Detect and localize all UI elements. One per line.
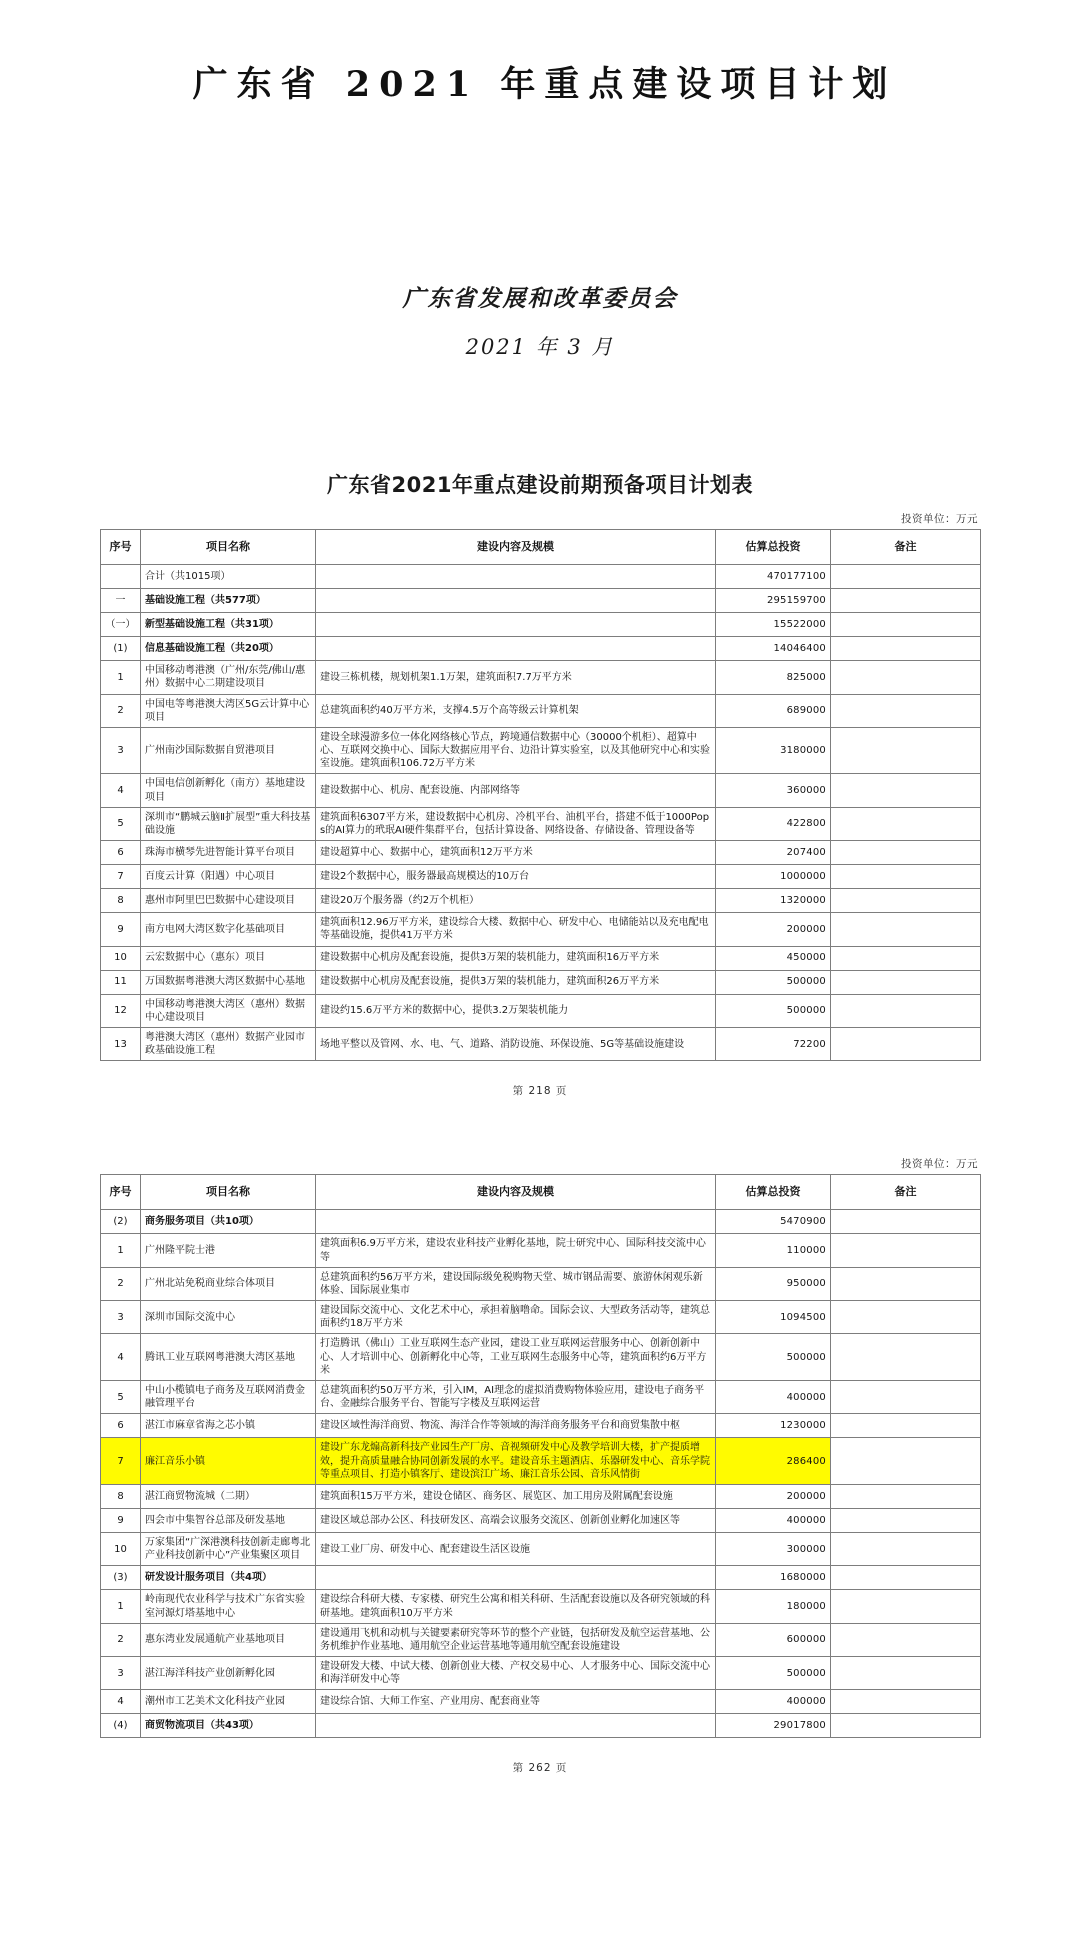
cell-desc xyxy=(316,589,716,613)
cell-remark xyxy=(831,1508,981,1532)
table-row xyxy=(101,1714,981,1738)
cell-remark xyxy=(831,1484,981,1508)
cell-desc: 建设区域性海洋商贸、物流、海洋合作等领域的海洋商务服务平台和商贸集散中枢 xyxy=(316,1414,716,1438)
cell-investment: 3180000 xyxy=(716,727,831,774)
column-header-no: 序号 xyxy=(101,530,141,565)
cell-desc: 建设约15.6万平方米的数据中心，提供3.2万架装机能力 xyxy=(316,994,716,1027)
cell-investment: 1230000 xyxy=(716,1414,831,1438)
column-header-rem: 备注 xyxy=(831,1175,981,1210)
table-row xyxy=(101,970,981,994)
cell-investment: 500000 xyxy=(716,994,831,1027)
cell-investment: 400000 xyxy=(716,1381,831,1414)
cell-investment: 360000 xyxy=(716,774,831,807)
sheet-one-table-body xyxy=(101,565,981,1061)
table-row xyxy=(101,774,981,807)
cell-no: 4 xyxy=(101,1334,141,1381)
cell-remark xyxy=(831,589,981,613)
cell-name: 新型基础设施工程（共31项） xyxy=(141,613,316,637)
column-header-desc: 建设内容及规模 xyxy=(316,1175,716,1210)
sheet-one-table-head xyxy=(101,530,981,565)
cell-name: 中国移动粤港澳大湾区（惠州）数据中心建设项目 xyxy=(141,994,316,1027)
table-row xyxy=(101,1381,981,1414)
column-header-rem: 备注 xyxy=(831,530,981,565)
cell-desc: 建设通用飞机和动机与关键要素研究等环节的整个产业链，包括研发及航空运营基地、公务机维护作业基地、通用航空企业运营基地等通用航空配套设施建设 xyxy=(316,1623,716,1656)
table-row xyxy=(101,1301,981,1334)
cell-desc xyxy=(316,565,716,589)
cell-no: 10 xyxy=(101,1532,141,1565)
cell-desc: 建筑面积15万平方米，建设仓储区、商务区、展览区、加工用房及附属配套设施 xyxy=(316,1484,716,1508)
sheet-one xyxy=(100,361,980,1098)
cell-no: 9 xyxy=(101,1508,141,1532)
cell-investment: 200000 xyxy=(716,1484,831,1508)
cell-no: 8 xyxy=(101,1484,141,1508)
cell-desc: 建设2个数据中心，服务器最高规模达的10万台 xyxy=(316,865,716,889)
cell-name: 湛江商贸物流城（二期） xyxy=(141,1484,316,1508)
cell-investment: 207400 xyxy=(716,841,831,865)
issuing-agency: 广东省发展和改革委员会 xyxy=(402,285,678,313)
cell-remark xyxy=(831,613,981,637)
cell-desc: 建设三栋机楼，规划机架1.1万架，建筑面积7.7万平方米 xyxy=(316,661,716,694)
cell-investment: 286400 xyxy=(716,1438,831,1485)
cell-desc: 建筑面积6307平方米，建设数据中心机房、冷机平台、油机平台，搭建不低于1000Pops的AI算力的玳珉AI硬件集群平台，包括计算设备、网络设备、存储设备、管理设备等 xyxy=(316,807,716,840)
cell-investment: 689000 xyxy=(716,694,831,727)
cell-desc xyxy=(316,637,716,661)
cell-no: 3 xyxy=(101,727,141,774)
cell-name: 中山小榄镇电子商务及互联网消费金融管理平台 xyxy=(141,1381,316,1414)
cell-investment: 950000 xyxy=(716,1267,831,1300)
cell-desc: 建筑面积12.96万平方米，建设综合大楼、数据中心、研发中心、电储能站以及充电配电等基础设施，提供41万平方米 xyxy=(316,913,716,946)
cell-no: 5 xyxy=(101,807,141,840)
sheet-two-page-number: 第 262 页 xyxy=(512,1762,568,1775)
table-row xyxy=(101,1414,981,1438)
cell-name: 廉江音乐小镇 xyxy=(141,1438,316,1485)
table-row xyxy=(101,913,981,946)
cell-desc: 建设综合馆、大师工作室、产业用房、配套商业等 xyxy=(316,1690,716,1714)
cell-investment: 72200 xyxy=(716,1027,831,1060)
cell-remark xyxy=(831,1657,981,1690)
cell-no: 7 xyxy=(101,865,141,889)
cell-name: 万家集团“广深港澳科技创新走廊粤北产业科技创新中心”产业集聚区项目 xyxy=(141,1532,316,1565)
table-row xyxy=(101,565,981,589)
cover-spacer xyxy=(0,132,1080,280)
cell-name: 粤港澳大湾区（惠州）数据产业园市政基础设施工程 xyxy=(141,1027,316,1060)
sheet-two-unit-note: 投资单位：万元 xyxy=(901,1158,978,1171)
cell-investment: 15522000 xyxy=(716,613,831,637)
sheet-two-table xyxy=(100,1174,981,1738)
table-row xyxy=(101,589,981,613)
cell-no: 12 xyxy=(101,994,141,1027)
table-row xyxy=(101,946,981,970)
cell-name: 广州隆平院士港 xyxy=(141,1234,316,1267)
cell-name: 惠东湾业发展通航产业基地项目 xyxy=(141,1623,316,1656)
cell-remark xyxy=(831,1301,981,1334)
cell-no: (1) xyxy=(101,637,141,661)
cell-investment: 110000 xyxy=(716,1234,831,1267)
cell-name: 深圳市“鹏城云脑Ⅱ扩展型”重大科技基础设施 xyxy=(141,807,316,840)
cell-no xyxy=(101,565,141,589)
cell-desc: 总建筑面积约40万平方米，支撑4.5万个高等级云计算机架 xyxy=(316,694,716,727)
cell-investment: 500000 xyxy=(716,970,831,994)
cell-remark xyxy=(831,889,981,913)
cell-investment: 450000 xyxy=(716,946,831,970)
cell-desc: 总建筑面积约56万平方米，建设国际级免税购物天堂、城市钢品需要、旅游休闲观乐新体验、国际展业集市 xyxy=(316,1267,716,1300)
cell-remark xyxy=(831,946,981,970)
cell-name: 商务服务项目（共10项） xyxy=(141,1210,316,1234)
cell-desc: 建设工业厂房、研发中心、配套建设生活区设施 xyxy=(316,1532,716,1565)
sheet-two-gap xyxy=(100,1098,980,1156)
cell-remark xyxy=(831,1334,981,1381)
cell-no: 9 xyxy=(101,913,141,946)
cell-remark xyxy=(831,1438,981,1485)
cell-name: 广州南沙国际数据自贸港项目 xyxy=(141,727,316,774)
cell-name: 湛江海洋科技产业创新孵化园 xyxy=(141,1657,316,1690)
table-header-row xyxy=(101,530,981,565)
cell-remark xyxy=(831,661,981,694)
table-row xyxy=(101,865,981,889)
table-row xyxy=(101,994,981,1027)
column-header-desc: 建设内容及规模 xyxy=(316,530,716,565)
cell-desc: 建设广东龙煽高新科技产业园生产厂房、音视频研发中心及教学培训大楼，扩产提质增效，提升高质量融合协同创新发展的水平。建设音乐主题酒店、乐器研发中心、音乐学院等重点项目、打造小镇客厅、建设滨江广场、廉江音乐公园、音乐风情街 xyxy=(316,1438,716,1485)
cell-desc: 场地平整以及管网、水、电、气、道路、消防设施、环保设施、5G等基础设施建设 xyxy=(316,1027,716,1060)
sheet-two-table-body xyxy=(101,1210,981,1738)
cell-remark xyxy=(831,565,981,589)
cell-investment: 1000000 xyxy=(716,865,831,889)
table-row xyxy=(101,1484,981,1508)
cell-name: 深圳市国际交流中心 xyxy=(141,1301,316,1334)
cell-remark xyxy=(831,727,981,774)
cell-no: 6 xyxy=(101,1414,141,1438)
column-header-name: 项目名称 xyxy=(141,1175,316,1210)
table-row xyxy=(101,889,981,913)
cell-remark xyxy=(831,841,981,865)
table-row xyxy=(101,1508,981,1532)
document-title: 广东省 2021 年重点建设项目计划 xyxy=(192,64,897,106)
cell-no: 1 xyxy=(101,1590,141,1623)
cell-desc: 建设数据中心机房及配套设施，提供3万架的装机能力，建筑面积26万平方米 xyxy=(316,970,716,994)
table-row-highlighted xyxy=(101,1438,981,1485)
cell-name: 珠海市横琴先进智能计算平台项目 xyxy=(141,841,316,865)
cell-desc: 建设数据中心机房及配套设施，提供3万架的装机能力，建筑面积16万平方米 xyxy=(316,946,716,970)
table-row xyxy=(101,841,981,865)
table-row xyxy=(101,1590,981,1623)
cell-desc: 建设全球漫游多位一体化网络核心节点，跨境通信数据中心（30000个机柜）、超算中心、互联网交换中心、国际大数据应用平台、边沿计算实验室，以及其他研究中心和实验室设施。建筑面积106.72万平方米 xyxy=(316,727,716,774)
column-header-no: 序号 xyxy=(101,1175,141,1210)
cell-desc: 建筑面积6.9万平方米，建设农业科技产业孵化基地，院士研究中心、国际科技交流中心等 xyxy=(316,1234,716,1267)
cell-no: 8 xyxy=(101,889,141,913)
cell-name: 惠州市阿里巴巴数据中心建设项目 xyxy=(141,889,316,913)
cell-no: 1 xyxy=(101,661,141,694)
cell-investment: 600000 xyxy=(716,1623,831,1656)
cell-name: 岭南现代农业科学与技术广东省实验室河源灯塔基地中心 xyxy=(141,1590,316,1623)
cell-name: 广州北站免税商业综合体项目 xyxy=(141,1267,316,1300)
sheet-one-gap xyxy=(100,361,980,469)
cell-remark xyxy=(831,1381,981,1414)
cell-name: 湛江市麻章省海之芯小镇 xyxy=(141,1414,316,1438)
cell-name: 中国电等粤港澳大湾区5G云计算中心项目 xyxy=(141,694,316,727)
cell-remark xyxy=(831,994,981,1027)
cell-remark xyxy=(831,913,981,946)
cell-remark xyxy=(831,1027,981,1060)
cell-investment: 300000 xyxy=(716,1532,831,1565)
sheet-one-table xyxy=(100,529,981,1061)
cell-no: 2 xyxy=(101,1623,141,1656)
cell-investment: 500000 xyxy=(716,1334,831,1381)
sheet-one-title: 广东省2021年重点建设前期预备项目计划表 xyxy=(327,473,753,498)
table-row xyxy=(101,694,981,727)
cell-name: 四会市中集智谷总部及研发基地 xyxy=(141,1508,316,1532)
cell-name: 南方电网大湾区数字化基础项目 xyxy=(141,913,316,946)
column-header-inv: 估算总投资 xyxy=(716,530,831,565)
sheet-two xyxy=(100,1098,980,1775)
cell-name: 万国数据粤港澳大湾区数据中心基地 xyxy=(141,970,316,994)
table-row xyxy=(101,1566,981,1590)
cell-no: (3) xyxy=(101,1566,141,1590)
cell-no: 10 xyxy=(101,946,141,970)
cell-investment: 1094500 xyxy=(716,1301,831,1334)
cell-desc: 建设20万个服务器（约2万个机柜） xyxy=(316,889,716,913)
column-header-name: 项目名称 xyxy=(141,530,316,565)
cell-name: 合计（共1015项） xyxy=(141,565,316,589)
cover-block xyxy=(0,0,1080,361)
table-row xyxy=(101,1623,981,1656)
cell-investment: 825000 xyxy=(716,661,831,694)
table-row xyxy=(101,613,981,637)
sheet-one-page-number: 第 218 页 xyxy=(512,1085,568,1098)
cell-no: 3 xyxy=(101,1301,141,1334)
cell-name: 腾讯工业互联网粤港澳大湾区基地 xyxy=(141,1334,316,1381)
table-row xyxy=(101,1334,981,1381)
cell-remark xyxy=(831,1210,981,1234)
cell-desc: 建设超算中心、数据中心，建筑面积12万平方米 xyxy=(316,841,716,865)
cell-no: （一） xyxy=(101,613,141,637)
cell-name: 潮州市工艺美术文化科技产业园 xyxy=(141,1690,316,1714)
cell-investment: 200000 xyxy=(716,913,831,946)
cell-desc: 建设综合科研大楼、专家楼、研究生公寓和相关科研、生活配套设施以及各研究领域的科研基地。建筑面积10万平方米 xyxy=(316,1590,716,1623)
cell-desc xyxy=(316,1210,716,1234)
table-row xyxy=(101,1234,981,1267)
table-header-row xyxy=(101,1175,981,1210)
cell-name: 基础设施工程（共577项） xyxy=(141,589,316,613)
cell-remark xyxy=(831,694,981,727)
cell-desc: 建设研发大楼、中试大楼、创新创业大楼、产权交易中心、人才服务中心、国际交流中心和海洋研发中心等 xyxy=(316,1657,716,1690)
cell-desc xyxy=(316,1566,716,1590)
cell-remark xyxy=(831,1714,981,1738)
cell-remark xyxy=(831,865,981,889)
cell-investment: 400000 xyxy=(716,1508,831,1532)
cell-desc: 总建筑面积约50万平方米，引入IM，AI理念的虚拟消费购物体验应用，建设电子商务平台、金融综合服务平台、智能写字楼及互联网运营 xyxy=(316,1381,716,1414)
table-row xyxy=(101,661,981,694)
cell-desc: 打造腾讯（佛山）工业互联网生态产业园，建设工业互联网运营服务中心、创新创新中心、人才培训中心、创新孵化中心等，工业互联网生态服务中心等，建筑面积约6万平方米 xyxy=(316,1334,716,1381)
cell-remark xyxy=(831,1267,981,1300)
cell-desc xyxy=(316,613,716,637)
cell-remark xyxy=(831,1623,981,1656)
cell-name: 云宏数据中心（惠东）项目 xyxy=(141,946,316,970)
cell-name: 商贸物流项目（共43项） xyxy=(141,1714,316,1738)
cell-no: (4) xyxy=(101,1714,141,1738)
cell-no: 11 xyxy=(101,970,141,994)
cell-investment: 5470900 xyxy=(716,1210,831,1234)
cell-investment: 29017800 xyxy=(716,1714,831,1738)
cell-investment: 1680000 xyxy=(716,1566,831,1590)
cell-no: (2) xyxy=(101,1210,141,1234)
table-row xyxy=(101,1210,981,1234)
cell-no: 13 xyxy=(101,1027,141,1060)
cell-investment: 1320000 xyxy=(716,889,831,913)
cell-no: 5 xyxy=(101,1381,141,1414)
sheet-one-unit-note: 投资单位：万元 xyxy=(901,513,978,526)
cell-remark xyxy=(831,1590,981,1623)
cell-desc: 建设区域总部办公区、科技研发区、高端会议服务交流区、创新创业孵化加速区等 xyxy=(316,1508,716,1532)
table-row xyxy=(101,1657,981,1690)
cell-remark xyxy=(831,807,981,840)
cell-desc: 建设数据中心、机房、配套设施、内部网络等 xyxy=(316,774,716,807)
cell-remark xyxy=(831,1414,981,1438)
cell-remark xyxy=(831,970,981,994)
table-row xyxy=(101,807,981,840)
cell-remark xyxy=(831,1690,981,1714)
cell-investment: 295159700 xyxy=(716,589,831,613)
cell-investment: 470177100 xyxy=(716,565,831,589)
cell-name: 信息基础设施工程（共20项） xyxy=(141,637,316,661)
cell-no: 4 xyxy=(101,774,141,807)
cell-remark xyxy=(831,774,981,807)
cell-investment: 500000 xyxy=(716,1657,831,1690)
table-row xyxy=(101,1267,981,1300)
cell-investment: 400000 xyxy=(716,1690,831,1714)
cell-no: 2 xyxy=(101,694,141,727)
table-row xyxy=(101,1027,981,1060)
cell-investment: 180000 xyxy=(716,1590,831,1623)
cell-no: 4 xyxy=(101,1690,141,1714)
cell-remark xyxy=(831,637,981,661)
table-row xyxy=(101,1690,981,1714)
cell-no: 7 xyxy=(101,1438,141,1485)
cell-desc xyxy=(316,1714,716,1738)
cell-name: 百度云计算（阳遇）中心项目 xyxy=(141,865,316,889)
sheet-two-table-head xyxy=(101,1175,981,1210)
table-row xyxy=(101,637,981,661)
cell-no: 1 xyxy=(101,1234,141,1267)
cell-desc: 建设国际交流中心、文化艺术中心，承担着脑噜命。国际会议、大型政务活动等，建筑总面积约18万平方米 xyxy=(316,1301,716,1334)
cell-remark xyxy=(831,1566,981,1590)
issue-date: 2021 年 3 月 xyxy=(465,335,615,360)
cell-no: 6 xyxy=(101,841,141,865)
table-row xyxy=(101,727,981,774)
table-row xyxy=(101,1532,981,1565)
cell-investment: 14046400 xyxy=(716,637,831,661)
cell-remark xyxy=(831,1532,981,1565)
cell-investment: 422800 xyxy=(716,807,831,840)
cell-name: 中国电信创新孵化（南方）基地建设项目 xyxy=(141,774,316,807)
cell-remark xyxy=(831,1234,981,1267)
cell-no: 一 xyxy=(101,589,141,613)
cell-name: 中国移动粤港澳（广州/东莞/佛山/惠州）数据中心二期建设项目 xyxy=(141,661,316,694)
column-header-inv: 估算总投资 xyxy=(716,1175,831,1210)
cell-no: 2 xyxy=(101,1267,141,1300)
cell-no: 3 xyxy=(101,1657,141,1690)
cell-name: 研发设计服务项目（共4项） xyxy=(141,1566,316,1590)
